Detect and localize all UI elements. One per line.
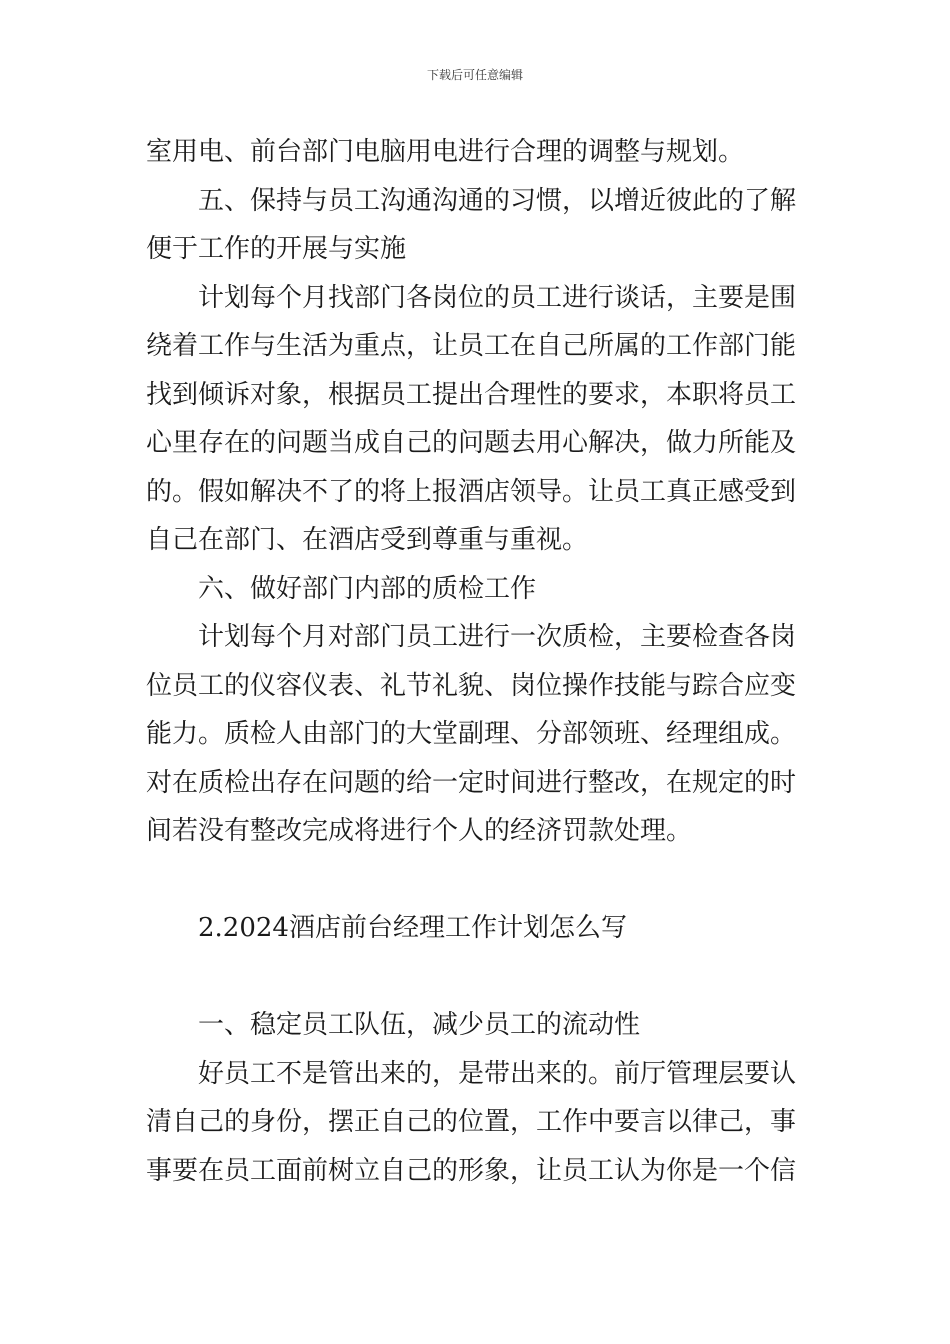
blank-line [146, 856, 806, 905]
page-header: 下载后可任意编辑 [426, 68, 523, 82]
text-line: 清自己的身份，摆正自己的位置，工作中要言以律己，事 [146, 1107, 797, 1137]
text-line: 对在质检出存在问题的给一定时间进行整改，在规定的时 [146, 767, 797, 798]
paragraph-start: 好员工不是管出来的，是带出来的。前厅管理层要认 [198, 1058, 797, 1089]
section-heading: 六、做好部门内部的质检工作 [198, 573, 537, 604]
blank-line [146, 953, 806, 1002]
text-line: 的。假如解决不了的将上报酒店领导。让员工真正感受到 [146, 476, 797, 507]
text-line: 位员工的仪容仪表、礼节礼貌、岗位操作技能与踪合应变 [146, 670, 797, 701]
paragraph-start: 计划每个月对部门员工进行一次质检，主要检查各岗 [198, 622, 797, 652]
text-line: 便于工作的开展与实施 [146, 234, 407, 264]
text-line: 绕着工作与生活为重点，让员工在自己所属的工作部门能 [146, 331, 797, 361]
text-line: 间若没有整改完成将进行个人的经济罚款处理。 [146, 816, 693, 846]
text-line: 能力。质检人由部门的大堂副理、分部领班、经理组成。 [146, 719, 797, 749]
section-heading: 一、稳定员工队伍，减少员工的流动性 [198, 1010, 641, 1040]
text-line: 心里存在的问题当成自己的问题去用心解决，做力所能及 [146, 428, 797, 458]
text-line: 自己在部门、在酒店受到尊重与重视。 [146, 525, 589, 555]
text-line: 室用电、前台部门电脑用电进行合理的调整与规划。 [146, 137, 745, 167]
text-line: 事要在员工面前树立自己的形象，让员工认为你是一个信 [146, 1155, 797, 1186]
text-line: 找到倾诉对象，根据员工提出合理性的要求，本职将员工 [146, 379, 797, 410]
section-heading: 五、保持与员工沟通沟通的习惯，以增近彼此的了解 [198, 185, 797, 216]
article-title: 2.2024酒店前台经理工作计划怎么写 [198, 913, 627, 943]
paragraph-start: 计划每个月找部门各岗位的员工进行谈话，主要是围 [198, 282, 797, 313]
document-body [146, 128, 806, 1195]
